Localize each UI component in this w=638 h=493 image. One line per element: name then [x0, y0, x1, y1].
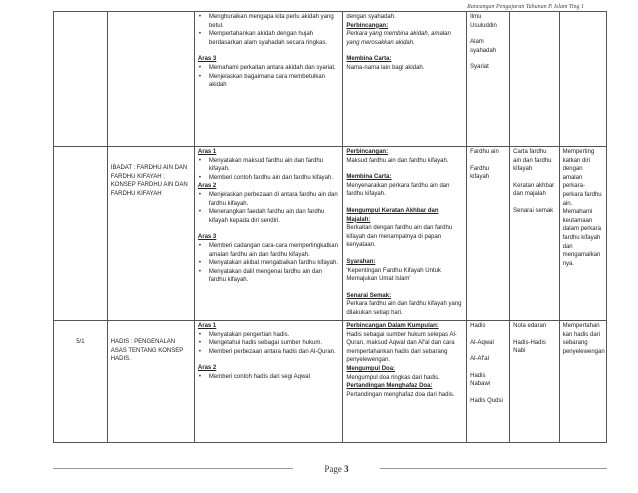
topic-text: IBADAT : FARDHU AIN DAN FARDHU KIFAYAH ; KONSEP FARDHU AIN DAN FARDHU KIFAYAH — [110, 165, 188, 197]
activities-cell — [343, 321, 467, 443]
page-number — [293, 464, 380, 474]
list-item: • Memberi cadangan cara-cara memperlingkatkan amalan fardhu ain dan fardhu kifayah. — [198, 242, 339, 259]
level-label: Aras 2 — [197, 183, 217, 190]
vocab-item: Hadis — [470, 323, 486, 329]
activity-heading: Mengumpul Doa: — [346, 365, 396, 372]
values-cell — [559, 12, 606, 147]
learning-outcomes-cell — [194, 147, 342, 321]
values-cell — [559, 147, 606, 321]
resources-cell — [510, 12, 559, 147]
activity-text: Perkara yang membina akidah, amalan yang merosakkan akidah. — [346, 31, 451, 46]
list-item: • Menjelaskan perbezaan di antara fardhu ain dan fardhu kifayah. — [198, 191, 339, 208]
lesson-plan-table — [53, 11, 607, 443]
level-label: Aras 1 — [197, 149, 217, 155]
activity-heading: Syarahan: — [346, 258, 376, 265]
week-cell — [54, 321, 108, 443]
vocab-item: Al-Af'al — [470, 356, 489, 363]
activity-heading: Membina Carta: — [346, 56, 392, 63]
activity-heading: Perbincangan: — [346, 149, 389, 155]
level-label: Aras 1 — [197, 323, 217, 329]
resource-item: Nota edaran — [513, 323, 547, 329]
list-item: • Menyatakan dalil mengenai fardhu ain dan fardhu kifayah. — [198, 268, 339, 285]
activities-cell — [343, 147, 467, 321]
resource-item: Hadis-Hadis Nabi — [513, 339, 546, 355]
list-item: • Memberi perbezaan antara hadis dan Al-Quran. — [198, 348, 339, 357]
page-label: Page — [324, 464, 342, 474]
list-item: • Menerangkan faedah fardhu ain dan fardhu kifayah kepada diri sendiri. — [198, 208, 339, 225]
resources-cell — [510, 321, 559, 443]
vocab-item: Syariat — [470, 64, 489, 71]
learning-outcomes-cell — [194, 321, 342, 443]
values-text: Mempertahan kan hadis dari sebarang penyelewengan — [562, 323, 605, 355]
activity-text: Maksud fardhu ain dan fardhu kifayah. — [346, 157, 449, 164]
topic-cell — [107, 321, 194, 443]
table-row — [54, 147, 607, 321]
activity-text: 'Kepentingan Fardhu Kifayah Untuk Memajukan Umat Islam' — [346, 267, 441, 283]
vocab-item: Alam — [470, 39, 484, 46]
level-label: Aras 3 — [197, 234, 217, 241]
values-text: Memperting katkan diri dengan amalan perkara-perkara fardhu ain. Memahami keutamaan dalam perkara fardhu kifayah dan mengamalkan nya. — [562, 149, 602, 267]
resource-item: Senarai semak — [513, 207, 554, 214]
list-item: • Menjelaskan bagaimana cara membetulkan akidah — [198, 73, 339, 90]
footer-divider — [53, 468, 293, 469]
topic-cell — [107, 147, 194, 321]
footer-divider — [380, 468, 607, 469]
vocab-item: Al-Aqwal — [470, 339, 494, 346]
topic-text: HADIS : PENGENALAN ASAS TENTANG KONSEP HADIS. — [110, 339, 184, 363]
list-item: • Menyatakan pengertian hadis. — [198, 331, 339, 340]
learning-outcomes-cell — [194, 12, 342, 147]
activity-heading: Membina Carta: — [346, 174, 392, 181]
week-cell — [54, 12, 108, 147]
activity-text: Berkaitan dengan fardhu ain dan fardhu kifayah dan menampalnya di papan kenyataan. — [346, 225, 453, 249]
activity-text: Pertandingan menghafaz doa dari hadis. — [346, 391, 455, 398]
list-item: • Memberi contoh fardhu ain dan fardhu kifayah. — [198, 174, 339, 183]
vocab-cell — [467, 12, 510, 147]
list-item: • Mempertahankan akidah dengan hujah berdasarkan alam syahadah secara ringkas. — [198, 30, 339, 47]
list-item: • Mengetahui hadis sebagai sumber hukum. — [198, 339, 339, 348]
resource-item: Keratan akhbar dan majalah — [513, 182, 555, 198]
topic-cell — [107, 12, 194, 147]
list-item: • Memberi contoh hadis dari segi Aqwal — [198, 373, 339, 382]
activity-text: Mengumpul doa ringkas dari hadis. — [346, 374, 440, 381]
level-label: Aras 2 — [197, 365, 217, 372]
vocab-cell — [467, 321, 510, 443]
activity-heading: Pertandingan Menghafaz Doa: — [346, 383, 433, 390]
vocab-item: Fardhu kifayah — [470, 165, 490, 181]
list-item: • Memahami perkaitan antara akidah dan syariat. — [198, 64, 339, 73]
activity-heading: Mengumpul Keratan Akhbar dan Majalah: — [346, 207, 439, 223]
vocab-item: Hadis Nabawi — [470, 372, 491, 388]
activity-heading: Senarai Semak: — [346, 292, 392, 299]
list-item: • Menyatakan akibat mengabaikan fardhu kifayah. — [198, 259, 339, 268]
activity-text: Nama-nama lain bagi akidah. — [346, 64, 425, 71]
vocab-item: Fardhu ain — [470, 149, 499, 155]
activity-text: Hadis sebagai sumber hukum selepas Al-Quran, maksud Aqwal dan Af'al dan cara mempertahankan hadis dari sebarang penyelewengan. — [346, 331, 457, 364]
vocab-item: Usuluddin — [470, 22, 497, 29]
activities-cell — [343, 12, 467, 147]
table-row — [54, 12, 607, 147]
vocab-item: Hadis Qudsi — [470, 397, 503, 404]
activity-heading: Perbincangan: — [346, 22, 389, 29]
week-cell — [54, 147, 108, 321]
values-cell — [559, 321, 606, 443]
activity-text: Perkara fardhu ain dan fardhu kifayah yang dilakukan setiap hari. — [346, 301, 462, 316]
activity-text: dengan syahadah. — [346, 14, 396, 20]
list-item: • Menghuraikan mengapa kita perlu akidah yang betul. — [198, 13, 339, 30]
table-row — [54, 321, 607, 443]
vocab-cell — [467, 147, 510, 321]
activity-text: Menyenaraikan perkara fardhu ain dan fardhu kifayah. — [346, 182, 450, 198]
vocab-item: Ilmu — [470, 14, 482, 20]
level-label: Aras 3 — [197, 56, 217, 63]
resource-item: Carta fardhu ain dan fardhu kifayah — [513, 149, 552, 173]
header-title: Rancangan Pengajaran Tahunan P. Islam Ting 1 — [467, 4, 584, 10]
week-text: 5/1 — [76, 339, 85, 345]
vocab-item: syahadah — [470, 47, 497, 54]
page-number-value: 3 — [344, 464, 349, 474]
activity-heading: Perbincangan Dalam Kumpulan: — [346, 323, 439, 329]
list-item: • Menyatakan maksud fardhu ain dan fardhu kifayah. — [198, 157, 339, 174]
resources-cell — [510, 147, 559, 321]
